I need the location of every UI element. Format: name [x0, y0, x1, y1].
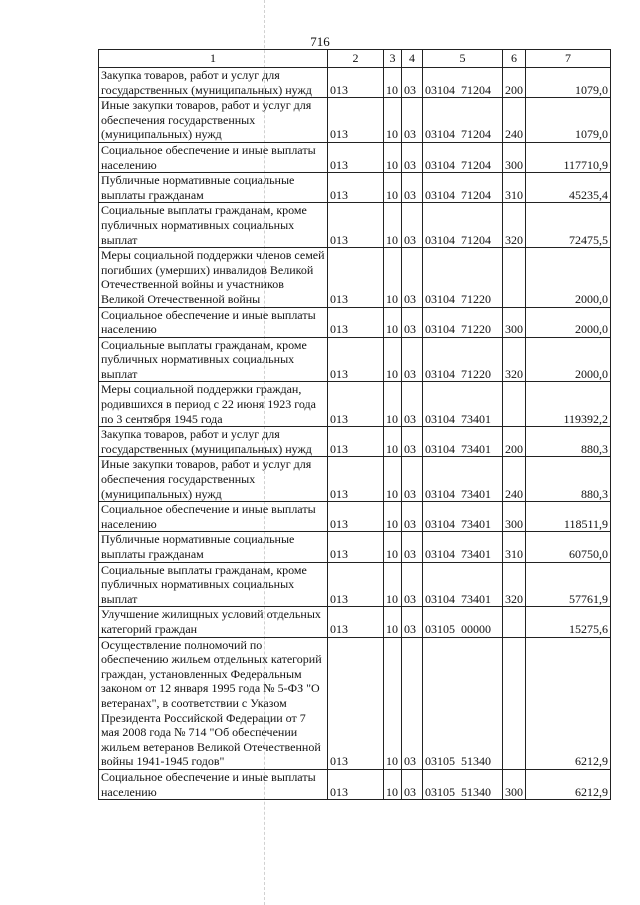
target-article-cell: 03104 73401	[423, 532, 503, 562]
subsection-cell: 03	[402, 248, 423, 307]
table-row	[99, 769, 611, 799]
admin-code-cell: 013	[328, 68, 384, 98]
amount-cell: 1079,0	[526, 98, 611, 143]
amount-cell: 2000,0	[526, 307, 611, 337]
target-article-cell: 03104 73401	[423, 427, 503, 457]
admin-code-cell: 013	[328, 382, 384, 427]
row-name-cell: Социальные выплаты гражданам, кроме публичных нормативных социальных выплат	[99, 337, 328, 382]
expense-type-cell: 300	[503, 142, 526, 172]
target-article-cell: 03104 73401	[423, 562, 503, 607]
budget-table	[98, 49, 611, 800]
amount-cell: 57761,9	[526, 562, 611, 607]
expense-type-cell	[503, 248, 526, 307]
subsection-cell: 03	[402, 68, 423, 98]
col-header-7: 7	[526, 50, 611, 68]
amount-cell: 880,3	[526, 427, 611, 457]
target-article-cell: 03105 51340	[423, 637, 503, 769]
amount-cell: 45235,4	[526, 173, 611, 203]
amount-cell: 6212,9	[526, 769, 611, 799]
section-cell: 10	[384, 502, 402, 532]
amount-cell: 117710,9	[526, 142, 611, 172]
target-article-cell: 03105 00000	[423, 607, 503, 637]
subsection-cell: 03	[402, 98, 423, 143]
admin-code-cell: 013	[328, 142, 384, 172]
expense-type-cell: 310	[503, 532, 526, 562]
section-cell: 10	[384, 98, 402, 143]
amount-cell: 1079,0	[526, 68, 611, 98]
table-row	[99, 68, 611, 98]
amount-cell: 60750,0	[526, 532, 611, 562]
section-cell: 10	[384, 142, 402, 172]
row-name-cell: Осуществление полномочий по обеспечению жильем отдельных категорий граждан, установленных Федеральным законом от 12 января 1995 года № 5-ФЗ "О ветеранах", в соответствии с Указом Президента Российской Федерации от 7 мая 2008 года № 714 "Об обеспечении жильем ветеранов Великой Отечественной войны 1941-1945 годов"	[99, 637, 328, 769]
expense-type-cell: 240	[503, 98, 526, 143]
expense-type-cell: 300	[503, 502, 526, 532]
row-name-cell: Иные закупки товаров, работ и услуг для обеспечения государственных (муниципальных) нужд	[99, 457, 328, 502]
target-article-cell: 03104 73401	[423, 457, 503, 502]
col-header-6: 6	[503, 50, 526, 68]
subsection-cell: 03	[402, 203, 423, 248]
target-article-cell: 03104 71220	[423, 337, 503, 382]
col-header-2: 2	[328, 50, 384, 68]
row-name-cell: Социальные выплаты гражданам, кроме публичных нормативных социальных выплат	[99, 203, 328, 248]
row-name-cell: Публичные нормативные социальные выплаты гражданам	[99, 532, 328, 562]
subsection-cell: 03	[402, 307, 423, 337]
section-cell: 10	[384, 562, 402, 607]
expense-type-cell: 320	[503, 203, 526, 248]
admin-code-cell: 013	[328, 173, 384, 203]
expense-type-cell	[503, 382, 526, 427]
amount-cell: 2000,0	[526, 337, 611, 382]
section-cell: 10	[384, 173, 402, 203]
table-row	[99, 502, 611, 532]
subsection-cell: 03	[402, 337, 423, 382]
table-row	[99, 457, 611, 502]
table-row	[99, 248, 611, 307]
page-number: 716	[310, 34, 330, 49]
header-row	[99, 50, 611, 68]
admin-code-cell: 013	[328, 98, 384, 143]
expense-type-cell: 300	[503, 307, 526, 337]
admin-code-cell: 013	[328, 248, 384, 307]
subsection-cell: 03	[402, 607, 423, 637]
admin-code-cell: 013	[328, 457, 384, 502]
target-article-cell: 03104 73401	[423, 502, 503, 532]
col-header-1: 1	[99, 50, 328, 68]
table-row	[99, 562, 611, 607]
target-article-cell: 03104 71220	[423, 248, 503, 307]
row-name-cell: Меры социальной поддержки граждан, родившихся в период с 22 июня 1923 года по 3 сентября 1945 года	[99, 382, 328, 427]
row-name-cell: Социальное обеспечение и иные выплаты населению	[99, 142, 328, 172]
section-cell: 10	[384, 382, 402, 427]
subsection-cell: 03	[402, 382, 423, 427]
amount-cell: 72475,5	[526, 203, 611, 248]
amount-cell: 6212,9	[526, 637, 611, 769]
table-row	[99, 203, 611, 248]
row-name-cell: Закупка товаров, работ и услуг для государственных (муниципальных) нужд	[99, 68, 328, 98]
target-article-cell: 03105 51340	[423, 769, 503, 799]
admin-code-cell: 013	[328, 502, 384, 532]
admin-code-cell: 013	[328, 607, 384, 637]
row-name-cell: Социальные выплаты гражданам, кроме публичных нормативных социальных выплат	[99, 562, 328, 607]
row-name-cell: Социальное обеспечение и иные выплаты населению	[99, 307, 328, 337]
expense-type-cell: 320	[503, 562, 526, 607]
section-cell: 10	[384, 337, 402, 382]
admin-code-cell: 013	[328, 532, 384, 562]
target-article-cell: 03104 71220	[423, 307, 503, 337]
admin-code-cell: 013	[328, 307, 384, 337]
row-name-cell: Закупка товаров, работ и услуг для государственных (муниципальных) нужд	[99, 427, 328, 457]
row-name-cell: Социальное обеспечение и иные выплаты населению	[99, 769, 328, 799]
admin-code-cell: 013	[328, 769, 384, 799]
admin-code-cell: 013	[328, 337, 384, 382]
section-cell: 10	[384, 769, 402, 799]
expense-type-cell	[503, 637, 526, 769]
table-row	[99, 637, 611, 769]
target-article-cell: 03104 71204	[423, 173, 503, 203]
expense-type-cell: 240	[503, 457, 526, 502]
table-row	[99, 532, 611, 562]
admin-code-cell: 013	[328, 562, 384, 607]
expense-type-cell: 200	[503, 68, 526, 98]
expense-type-cell: 320	[503, 337, 526, 382]
section-cell: 10	[384, 68, 402, 98]
expense-type-cell: 200	[503, 427, 526, 457]
target-article-cell: 03104 71204	[423, 98, 503, 143]
subsection-cell: 03	[402, 457, 423, 502]
table-row	[99, 337, 611, 382]
section-cell: 10	[384, 248, 402, 307]
section-cell: 10	[384, 307, 402, 337]
table-row	[99, 382, 611, 427]
table-row	[99, 427, 611, 457]
subsection-cell: 03	[402, 637, 423, 769]
target-article-cell: 03104 73401	[423, 382, 503, 427]
subsection-cell: 03	[402, 173, 423, 203]
admin-code-cell: 013	[328, 203, 384, 248]
amount-cell: 15275,6	[526, 607, 611, 637]
section-cell: 10	[384, 203, 402, 248]
subsection-cell: 03	[402, 562, 423, 607]
amount-cell: 2000,0	[526, 248, 611, 307]
section-cell: 10	[384, 427, 402, 457]
table-row	[99, 98, 611, 143]
col-header-3: 3	[384, 50, 402, 68]
amount-cell: 880,3	[526, 457, 611, 502]
table-body	[99, 68, 611, 800]
amount-cell: 119392,2	[526, 382, 611, 427]
amount-cell: 118511,9	[526, 502, 611, 532]
target-article-cell: 03104 71204	[423, 203, 503, 248]
section-cell: 10	[384, 607, 402, 637]
subsection-cell: 03	[402, 769, 423, 799]
subsection-cell: 03	[402, 502, 423, 532]
table-row	[99, 142, 611, 172]
section-cell: 10	[384, 532, 402, 562]
target-article-cell: 03104 71204	[423, 142, 503, 172]
expense-type-cell	[503, 607, 526, 637]
admin-code-cell: 013	[328, 637, 384, 769]
section-cell: 10	[384, 637, 402, 769]
table-row	[99, 607, 611, 637]
subsection-cell: 03	[402, 427, 423, 457]
row-name-cell: Социальное обеспечение и иные выплаты населению	[99, 502, 328, 532]
row-name-cell: Улучшение жилищных условий отдельных категорий граждан	[99, 607, 328, 637]
section-cell: 10	[384, 457, 402, 502]
row-name-cell: Публичные нормативные социальные выплаты гражданам	[99, 173, 328, 203]
table-row	[99, 307, 611, 337]
row-name-cell: Меры социальной поддержки членов семей погибших (умерших) инвалидов Великой Отечественной войны и участников Великой Отечественной войны	[99, 248, 328, 307]
target-article-cell: 03104 71204	[423, 68, 503, 98]
expense-type-cell: 310	[503, 173, 526, 203]
subsection-cell: 03	[402, 142, 423, 172]
col-header-4: 4	[402, 50, 423, 68]
subsection-cell: 03	[402, 532, 423, 562]
col-header-5: 5	[423, 50, 503, 68]
row-name-cell: Иные закупки товаров, работ и услуг для обеспечения государственных (муниципальных) нужд	[99, 98, 328, 143]
expense-type-cell: 300	[503, 769, 526, 799]
table-row	[99, 173, 611, 203]
admin-code-cell: 013	[328, 427, 384, 457]
